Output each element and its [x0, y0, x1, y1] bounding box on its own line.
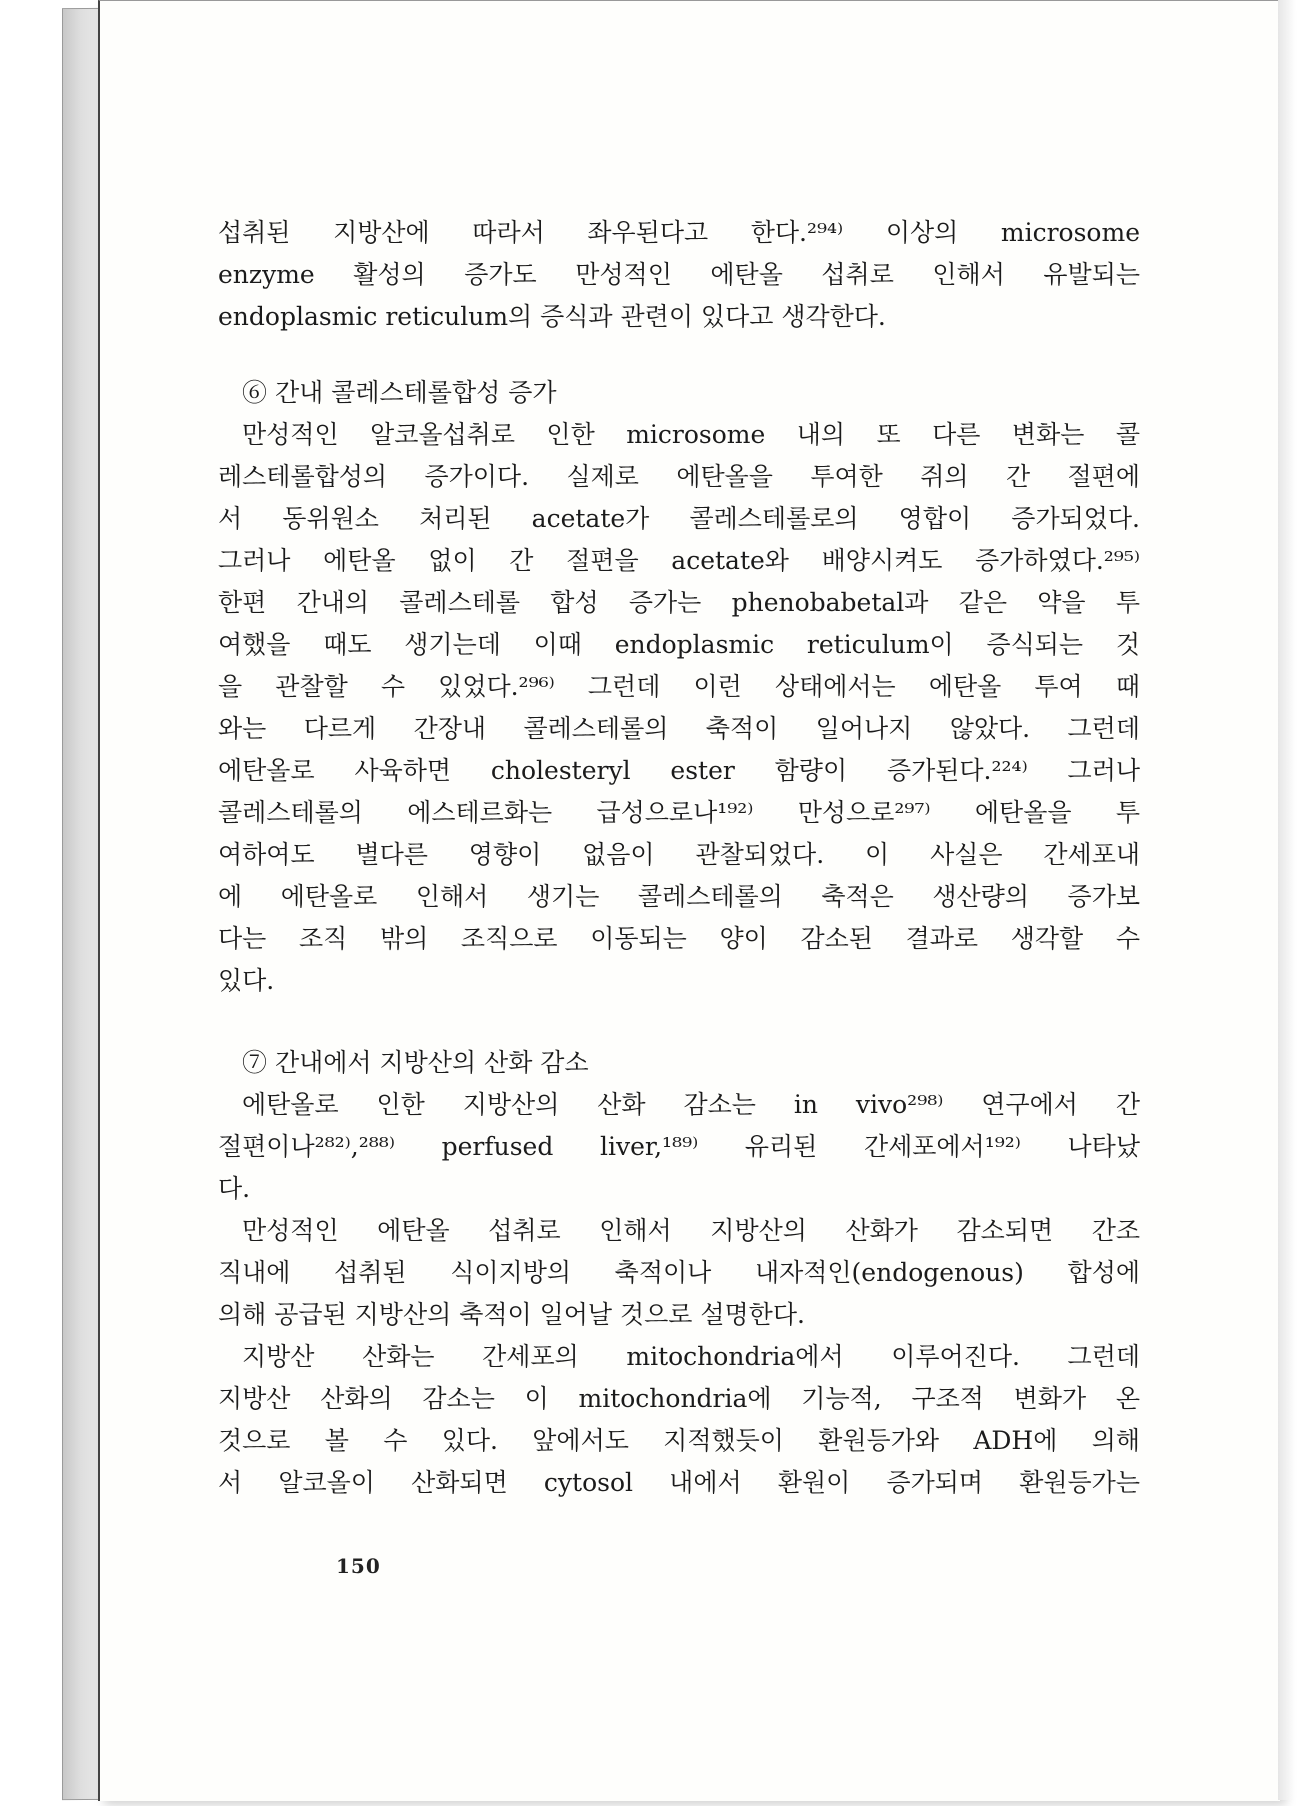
text-line: 콜레스테롤의 에스테르화는 급성으로나¹⁹²⁾ 만성으로²⁹⁷⁾ 에탄올을 투: [218, 798, 1140, 827]
text-line: 에 에탄올로 인해서 생기는 콜레스테롤의 축적은 생산량의 증가보: [218, 882, 1140, 911]
text-line: 절편이나²⁸²⁾,²⁸⁸⁾ perfused liver,¹⁸⁹⁾ 유리된 간세포에서¹⁹²⁾ 나타났: [218, 1132, 1140, 1161]
text-line: 그러나 에탄올 없이 간 절편을 acetate와 배양시켜도 증가하였다.²⁹⁵⁾: [218, 546, 1140, 575]
text-line: 만성적인 알코올섭취로 인한 microsome 내의 또 다른 변화는 콜: [242, 420, 1140, 449]
text-line: 지방산 산화는 간세포의 mitochondria에서 이루어진다. 그런데: [242, 1342, 1140, 1371]
page-text: [218, 212, 1140, 1504]
text-line: 직내에 섭취된 식이지방의 축적이나 내자적인(endogenous) 합성에: [218, 1258, 1140, 1287]
section-heading-7: ⑦ 간내에서 지방산의 산화 감소: [242, 1048, 589, 1077]
paragraph-section7-1: [218, 1084, 1140, 1210]
page-edge: [1278, 0, 1296, 1800]
text-line: 여했을 때도 생기는데 이때 endoplasmic reticulum이 증식되는 것: [218, 630, 1140, 659]
text-line: 을 관찰할 수 있었다.²⁹⁶⁾ 그런데 이런 상태에서는 에탄올 투여 때: [218, 672, 1140, 701]
text-line: enzyme 활성의 증가도 만성적인 에탄올 섭취로 인해서 유발되는: [218, 260, 1140, 289]
text-line: 한편 간내의 콜레스테롤 합성 증가는 phenobabetal과 같은 약을 투: [218, 588, 1140, 617]
text-line: 서 동위원소 처리된 acetate가 콜레스테롤로의 영합이 증가되었다.: [218, 504, 1140, 533]
text-line: 레스테롤합성의 증가이다. 실제로 에탄올을 투여한 쥐의 간 절편에: [218, 462, 1140, 491]
paragraph-intro: [218, 212, 1140, 338]
paragraph-section7-3: [218, 1336, 1140, 1504]
text-line: endoplasmic reticulum의 증식과 관련이 있다고 생각한다.: [218, 302, 886, 331]
text-line: 에탄올로 사육하면 cholesteryl ester 함량이 증가된다.²²⁴⁾ 그러나: [218, 756, 1140, 785]
text-line: 있다.: [218, 966, 275, 995]
text-line: 지방산 산화의 감소는 이 mitochondria에 기능적, 구조적 변화가 온: [218, 1384, 1140, 1413]
text-line: 섭취된 지방산에 따라서 좌우된다고 한다.²⁹⁴⁾ 이상의 microsome: [218, 218, 1140, 247]
page-number: 150: [336, 1554, 381, 1578]
section-heading-6: ⑥ 간내 콜레스테롤합성 증가: [242, 378, 557, 407]
text-line: 서 알코올이 산화되면 cytosol 내에서 환원이 증가되며 환원등가는: [218, 1468, 1140, 1497]
text-line: 여하여도 별다른 영향이 없음이 관찰되었다. 이 사실은 간세포내: [218, 840, 1140, 869]
text-line: 만성적인 에탄올 섭취로 인해서 지방산의 산화가 감소되면 간조: [242, 1216, 1140, 1245]
text-line: 다.: [218, 1174, 251, 1203]
text-line: 에탄올로 인한 지방산의 산화 감소는 in vivo²⁹⁸⁾ 연구에서 간: [242, 1090, 1140, 1119]
text-line: 의해 공급된 지방산의 축적이 일어날 것으로 설명한다.: [218, 1300, 805, 1329]
paragraph-section6: [218, 414, 1140, 1002]
paragraph-section7-2: [218, 1210, 1140, 1336]
text-line: 것으로 볼 수 있다. 앞에서도 지적했듯이 환원등가와 ADH에 의해: [218, 1426, 1140, 1455]
text-line: 다는 조직 밖의 조직으로 이동되는 양이 감소된 결과로 생각할 수: [218, 924, 1140, 953]
text-line: 와는 다르게 간장내 콜레스테롤의 축적이 일어나지 않았다. 그런데: [218, 714, 1140, 743]
